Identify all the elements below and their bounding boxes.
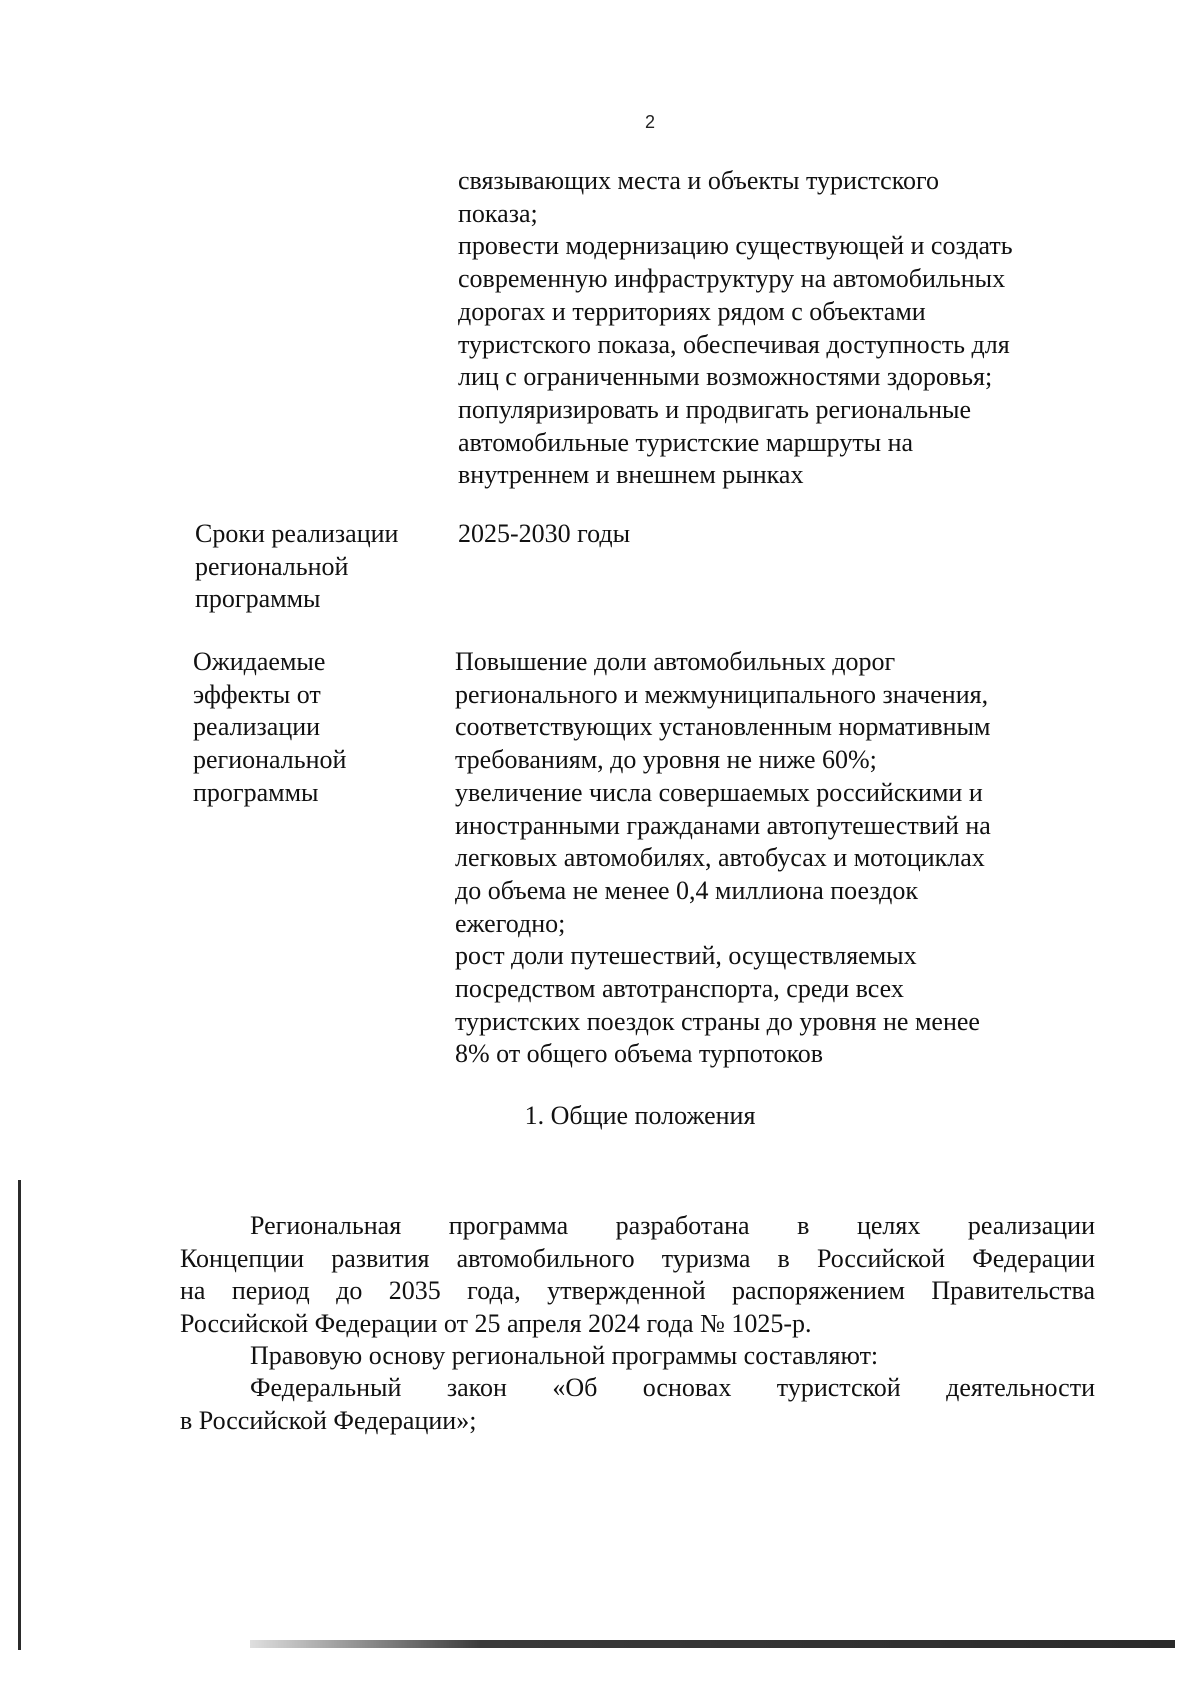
text-line: соответствующих установленным нормативным [455,712,991,742]
row-value-expected-effects [455,646,1095,1071]
row-label-implementation-period [195,518,445,616]
text-line: связывающих места и объекты туристского [458,166,940,195]
text-line: 8% от общего объема турпотоков [455,1039,824,1069]
text-line: Ожидаемые [193,647,326,676]
text-line: 2025-2030 годы [458,519,631,548]
text-line: на период до 2035 года, утвержденной распоряжением Правительства [180,1276,1095,1306]
text-line: до объема не менее 0,4 миллиона поездок [455,875,918,905]
text-line: Концепции развития автомобильного туризма в Российской Федерации [180,1243,1095,1273]
text-line: программы [193,777,319,807]
text-line: Правовую основу региональной программы составляют: [250,1341,879,1370]
text-line: региональной [195,551,349,581]
text-line: туристского показа, обеспечивая доступность для [458,329,1010,359]
text-line: регионального и межмуниципального значения, [455,679,989,709]
text-line: легковых автомобилях, автобусах и мотоциклах [455,843,985,873]
text-line: дорогах и территориях рядом с объектами [458,296,926,326]
text-line: современную инфраструктуру на автомобильных [458,264,1006,294]
scan-bottom-edge-shadow [250,1640,1175,1648]
text-line: популяризировать и продвигать региональные [458,394,972,424]
text-line: внутреннем и внешнем рынках [458,460,804,490]
text-line: реализации [193,712,321,742]
paragraph-purpose [180,1210,1095,1341]
text-line: в Российской Федерации»; [180,1405,477,1435]
page-number: 2 [644,112,655,132]
section-heading: 1. Общие положения [524,1101,756,1130]
text-line: Сроки реализации [195,519,399,548]
text-line: Региональная программа разработана в целях реализации [250,1211,1095,1240]
text-line: ежегодно; [455,908,566,938]
text-line: автомобильные туристские маршруты на [458,427,914,457]
text-line: посредством автотранспорта, среди всех [455,974,904,1004]
paragraph-legal-basis [250,1340,1095,1373]
text-line: Российской Федерации от 25 апреля 2024 года № 1025-р. [180,1309,812,1339]
text-line: региональной [193,745,347,775]
text-line: требованиям, до уровня не ниже 60%; [455,745,877,775]
text-line: лиц с ограниченными возможностями здоровья; [458,362,993,392]
scan-left-edge-shadow [18,1180,21,1650]
text-line: провести модернизацию существующей и создать [458,231,1013,261]
text-line: туристских поездок страны до уровня не менее [455,1006,980,1036]
text-line: рост доли путешествий, осуществляемых [455,941,917,971]
text-line: программы [195,584,321,614]
text-line: увеличение числа совершаемых российскими и [455,777,983,807]
paragraph-federal-law [180,1372,1095,1437]
text-line: показа; [458,198,538,228]
row-label-expected-effects [193,646,443,810]
text-line: иностранными гражданами автопутешествий на [455,810,991,840]
passport-continuation [458,165,1098,492]
text-line: эффекты от [193,679,321,709]
text-line: Повышение доли автомобильных дорог [455,647,896,676]
text-line: Федеральный закон «Об основах туристской деятельности [250,1373,1095,1402]
row-value-implementation-period [458,518,1098,551]
